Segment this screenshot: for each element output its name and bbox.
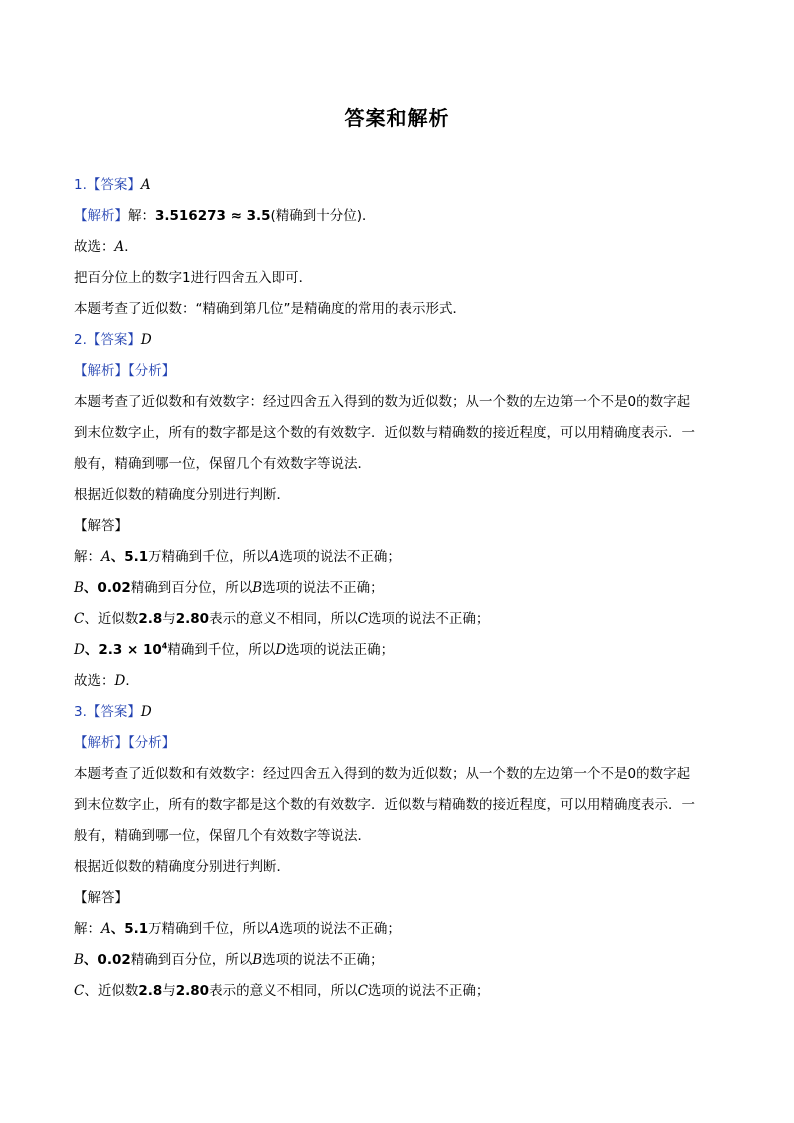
q3-c-number-2: 2.80 — [175, 983, 210, 999]
q3-c-letter-ref: C — [357, 983, 368, 999]
answer-content — [74, 170, 724, 1007]
q2-b-number: 、0.02 — [83, 580, 131, 596]
q2-c-number-2: 2.80 — [175, 611, 210, 627]
q2-a-middle: 万精确到千位，所以 — [148, 549, 270, 565]
q3-paragraph-line: 根据近似数的精确度分别进行判断． — [74, 859, 290, 875]
q1-expression: 3.516273 ≈ 3.5 — [155, 208, 271, 224]
q2-analysis-tags: 【解析】【分析】 — [74, 363, 176, 379]
q2-d-middle: 精确到千位，所以 — [167, 642, 276, 658]
q3-a-letter: A — [101, 921, 111, 937]
q3-c-number-1: 2.8 — [138, 983, 163, 999]
q2-a-letter: A — [101, 549, 111, 565]
q2-b-middle: 精确到百分位，所以 — [130, 580, 253, 596]
q2-c-middle-3: 表示的意义不相同，所以 — [209, 611, 358, 627]
q3-c-middle-3: 表示的意义不相同，所以 — [209, 983, 358, 999]
q3-b-letter-ref: B — [252, 952, 263, 968]
q2-choose-value: D — [114, 673, 126, 689]
q3-b-middle: 精确到百分位，所以 — [130, 952, 253, 968]
q3-b-number: 、0.02 — [83, 952, 131, 968]
q3-paragraph-line: 本题考查了近似数和有效数字：经过四舍五入得到的数为近似数；从一个数的左边第一个不是0的数字起 — [74, 766, 691, 782]
q2-a-prefix: 解： — [74, 549, 101, 565]
q3-number: 3. — [74, 704, 87, 720]
q2-paragraph-line: 般有，精确到哪一位，保留几个有效数字等说法． — [74, 456, 371, 472]
q3-a-letter-ref: A — [269, 921, 280, 937]
q3-solve-tag: 【解答】 — [74, 890, 128, 906]
q3-analysis-tags: 【解析】【分析】 — [74, 735, 176, 751]
q3-answer-line — [74, 697, 724, 728]
q2-d-exponent: 4 — [161, 641, 168, 651]
q2-c-end: 选项的说法不正确； — [367, 611, 490, 627]
q2-c-middle-1: 、近似数 — [84, 611, 139, 627]
q3-c-letter: C — [74, 983, 85, 999]
q3-paragraph-line: 般有，精确到哪一位，保留几个有效数字等说法． — [74, 828, 371, 844]
q2-d-number: 、2.3 × 10 — [84, 642, 162, 658]
q1-choose-suffix: ． — [124, 239, 138, 255]
q2-d-letter: D — [74, 642, 85, 658]
q3-answer-value: D — [140, 704, 152, 720]
q2-choose-suffix: ． — [125, 673, 139, 689]
q3-a-middle: 万精确到千位，所以 — [148, 921, 270, 937]
q2-d-end: 选项的说法正确； — [286, 642, 395, 658]
q3-c-middle-2: 与 — [162, 983, 176, 999]
q3-option-b-line — [74, 945, 724, 976]
q2-paragraph-line: 到末位数字止，所有的数字都是这个数的有效数字．近似数与精确数的接近程度，可以用精确度表示．一 — [74, 425, 695, 441]
q1-choose-line — [74, 232, 724, 263]
q2-solve-tag: 【解答】 — [74, 518, 128, 534]
q1-choose-prefix: 故选： — [74, 239, 115, 255]
q3-c-middle-1: 、近似数 — [84, 983, 139, 999]
q3-paragraph-line: 到末位数字止，所有的数字都是这个数的有效数字．近似数与精确数的接近程度，可以用精确度表示．一 — [74, 797, 695, 813]
q2-choose-line — [74, 666, 724, 697]
q2-answer-line — [74, 325, 724, 356]
q2-paragraph-line: 本题考查了近似数和有效数字：经过四舍五入得到的数为近似数；从一个数的左边第一个不是0的数字起 — [74, 394, 691, 410]
q2-answer-value: D — [140, 332, 152, 348]
q2-a-letter-ref: A — [269, 549, 280, 565]
q1-solution-suffix: (精确到十分位)． — [270, 208, 376, 224]
q2-option-a-line — [74, 542, 724, 573]
q3-a-number: 、5.1 — [110, 921, 149, 937]
q2-choose-prefix: 故选： — [74, 673, 115, 689]
q1-summary-line: 本题考查了近似数：“精确到第几位”是精确度的常用的表示形式． — [74, 301, 466, 317]
q3-option-c-line — [74, 976, 724, 1007]
q2-number: 2. — [74, 332, 87, 348]
q2-a-end: 选项的说法不正确； — [279, 549, 401, 565]
q2-b-letter: B — [74, 580, 84, 596]
q3-a-end: 选项的说法不正确； — [279, 921, 401, 937]
q2-option-b-line — [74, 573, 724, 604]
q1-answer-value: A — [140, 177, 151, 193]
q3-b-end: 选项的说法不正确； — [262, 952, 384, 968]
q1-answer-tag: 【答案】 — [86, 177, 141, 193]
q1-solution-prefix: 解： — [128, 208, 155, 224]
q2-c-middle-2: 与 — [162, 611, 176, 627]
q2-answer-tag: 【答案】 — [86, 332, 141, 348]
q1-method-line: 把百分位上的数字1进行四舍五入即可． — [74, 270, 313, 286]
q3-answer-tag: 【答案】 — [86, 704, 141, 720]
q3-b-letter: B — [74, 952, 84, 968]
q2-paragraph-line: 根据近似数的精确度分别进行判断． — [74, 487, 290, 503]
q1-choose-value: A — [114, 239, 125, 255]
q1-answer-line — [74, 170, 724, 201]
q2-d-letter-ref: D — [275, 642, 287, 658]
q3-a-prefix: 解： — [74, 921, 101, 937]
q2-c-number-1: 2.8 — [138, 611, 163, 627]
page-title: 答案和解析 — [344, 106, 450, 130]
q2-option-d-line — [74, 635, 724, 666]
q2-c-letter-ref: C — [357, 611, 368, 627]
q3-c-end: 选项的说法不正确； — [367, 983, 490, 999]
q2-b-end: 选项的说法不正确； — [262, 580, 384, 596]
q2-b-letter-ref: B — [252, 580, 263, 596]
q1-analysis-tag: 【解析】 — [74, 208, 128, 224]
q2-option-c-line — [74, 604, 724, 635]
q3-option-a-line — [74, 914, 724, 945]
q2-a-number: 、5.1 — [110, 549, 149, 565]
q2-c-letter: C — [74, 611, 85, 627]
q1-analysis-line — [74, 201, 724, 232]
q1-number: 1. — [74, 177, 87, 193]
